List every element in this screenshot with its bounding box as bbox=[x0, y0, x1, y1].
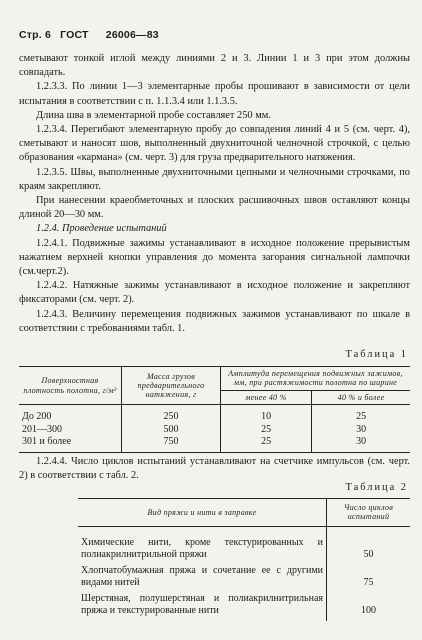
table-header-cell: Вид пряжи и нити в заправке bbox=[78, 499, 327, 527]
paragraph: 1.2.4.3. Величину перемещения подвижных зажимов устанавливают по шкале в соответствии с требованиями табл. 1. bbox=[19, 308, 410, 334]
table-cell: 250 bbox=[122, 405, 221, 424]
table-cell: 750 bbox=[122, 436, 221, 452]
page-header bbox=[19, 29, 165, 41]
paragraph: 1.2.3.4. Перегибают элементарную пробу до совпадения линий 4 и 5 (см. черт. 4), сметывают и наносят шов, выполненный двухниточной челночной строчкой, с целью образования «кармана» (см. черт. 3) для груза предварительного натяжения. bbox=[19, 124, 410, 164]
table-header-cell: Амплитуда перемещения подвижных зажимов, мм, при растяжимости полотна по ширине bbox=[221, 367, 411, 391]
page-number: Стр. 6 bbox=[19, 29, 52, 41]
table-row bbox=[78, 526, 410, 565]
paragraph: 1.2.4.4. Число циклов испытаний устанавливают на счетчике импульсов (см. черт. 2) в соответствии с табл. 2. bbox=[19, 456, 410, 482]
section-heading: 1.2.4. Проведение испытаний bbox=[36, 223, 167, 235]
paragraph: 1.2.3.3. По линии 1—3 элементарные пробы прошивают в зависимости от цели испытания в соответствии с п. 1.1.3.4 или 1.1.3.5. bbox=[19, 81, 410, 107]
table-1 bbox=[19, 366, 410, 453]
table-cell: 25 bbox=[221, 424, 312, 437]
text-block-2 bbox=[19, 455, 410, 483]
table-cell: 301 и более bbox=[19, 436, 122, 452]
table-row bbox=[78, 565, 410, 593]
table-header-cell: Масса грузов предварительного натяжения, г bbox=[122, 367, 221, 405]
table-cell: Шерстяная, полушерстяная и полиакрилнитрильная пряжа и текстурированные нити bbox=[81, 592, 323, 617]
table-cell: 201—300 bbox=[22, 423, 62, 435]
document-number: 26006—83 bbox=[105, 29, 159, 41]
table-cell: 30 bbox=[312, 424, 410, 437]
standard-label: ГОСТ bbox=[60, 29, 89, 41]
table-row bbox=[19, 424, 410, 437]
table-2 bbox=[78, 498, 410, 621]
table-cell: 75 bbox=[327, 565, 411, 593]
paragraph: 1.2.4.1. Подвижные зажимы устанавливают в исходное положение прерывистым нажатием верхней кнопки управления до момента загорания сигнальной лампочки (см.черт.2). bbox=[19, 237, 410, 278]
table-2-caption: Таблица 2 bbox=[345, 482, 408, 493]
table-row bbox=[78, 593, 410, 621]
table-cell: 25 bbox=[312, 405, 410, 424]
table-header-cell: Поверхностная плотность полотна, г/м² bbox=[19, 367, 122, 405]
table-cell: 30 bbox=[312, 436, 410, 452]
paragraph: сметывают тонкой иглой между линиями 2 и 3. Линии 1 и 3 при этом должны совпадать. bbox=[19, 53, 410, 79]
table-row bbox=[19, 436, 410, 452]
table-cell: 10 bbox=[221, 405, 312, 424]
table-1-caption: Таблица 1 bbox=[345, 349, 408, 360]
table-header-cell: 40 % и более bbox=[312, 390, 410, 404]
table-header-cell: Число циклов испытаний bbox=[327, 499, 411, 527]
table-cell: До 200 bbox=[22, 411, 52, 423]
table-header-cell: менее 40 % bbox=[221, 390, 312, 404]
table-cell: Хлопчатобумажная пряжа и сочетание ее с другими видами нитей bbox=[81, 564, 323, 589]
paragraph: Длина шва в элементарной пробе составляет 250 мм. bbox=[36, 109, 271, 121]
paragraph: 1.2.3.5. Швы, выполненные двухниточными цепными и челночными строчками, по краям закрепляют. bbox=[19, 166, 410, 192]
table-row bbox=[19, 405, 410, 424]
table-cell: 100 bbox=[327, 593, 411, 621]
paragraph: 1.2.4.2. Натяжные зажимы устанавливают в исходное положение и закрепляют фиксаторами (см. черт. 2). bbox=[19, 280, 410, 306]
paragraph: При нанесении краеобметочных и плоских расшивочных швов оставляют концы длиной 20—30 мм. bbox=[19, 195, 410, 221]
table-cell: 25 bbox=[221, 436, 312, 452]
table-cell: 50 bbox=[327, 526, 411, 565]
table-cell: Химические нити, кроме текстурированных и полиакрилнитрильной пряжи bbox=[81, 536, 323, 561]
table-cell: 500 bbox=[122, 424, 221, 437]
main-text-block bbox=[19, 52, 410, 336]
